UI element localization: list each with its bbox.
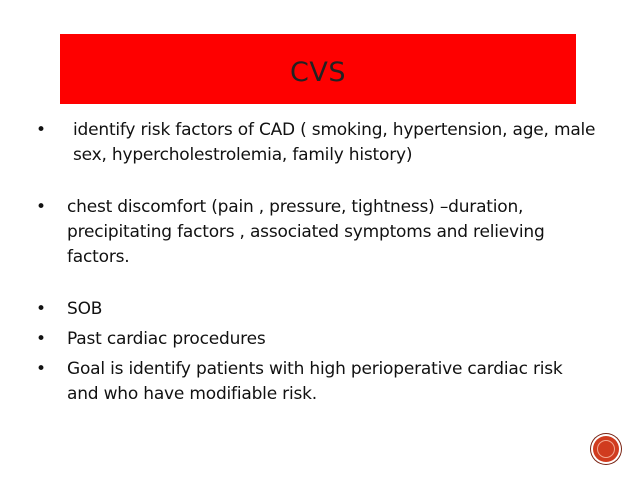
bullet-text: chest discomfort (pain , pressure, tightness) –duration, precipitating factors , associated symptoms and relieving factors. bbox=[67, 197, 545, 267]
bullet-text: Goal is identify patients with high perioperative cardiac risk and who have modifiable risk. bbox=[67, 359, 563, 404]
circle-button-icon[interactable] bbox=[593, 436, 619, 462]
bullet-text: identify risk factors of CAD ( smoking, hypertension, age, male sex, hypercholestrolemia, family history) bbox=[73, 120, 596, 165]
ring-decoration bbox=[597, 440, 615, 458]
slide-title: CVS bbox=[290, 56, 346, 88]
title-band bbox=[60, 34, 576, 104]
bullet-dot: • bbox=[36, 299, 46, 319]
bullet-dot: • bbox=[36, 359, 46, 379]
bullet-item-risk-factors bbox=[36, 118, 596, 168]
bullet-text: Past cardiac procedures bbox=[67, 329, 266, 349]
bullet-dot: • bbox=[36, 120, 46, 140]
bullet-item-past-procedures bbox=[36, 327, 596, 352]
bullet-item-goal bbox=[36, 357, 596, 407]
bullet-list bbox=[36, 118, 596, 407]
bullet-dot: • bbox=[36, 329, 46, 349]
bullet-text: SOB bbox=[67, 299, 103, 319]
bullet-dot: • bbox=[36, 197, 46, 217]
bullet-item-sob bbox=[36, 297, 596, 322]
bullet-item-chest-discomfort bbox=[36, 195, 596, 270]
